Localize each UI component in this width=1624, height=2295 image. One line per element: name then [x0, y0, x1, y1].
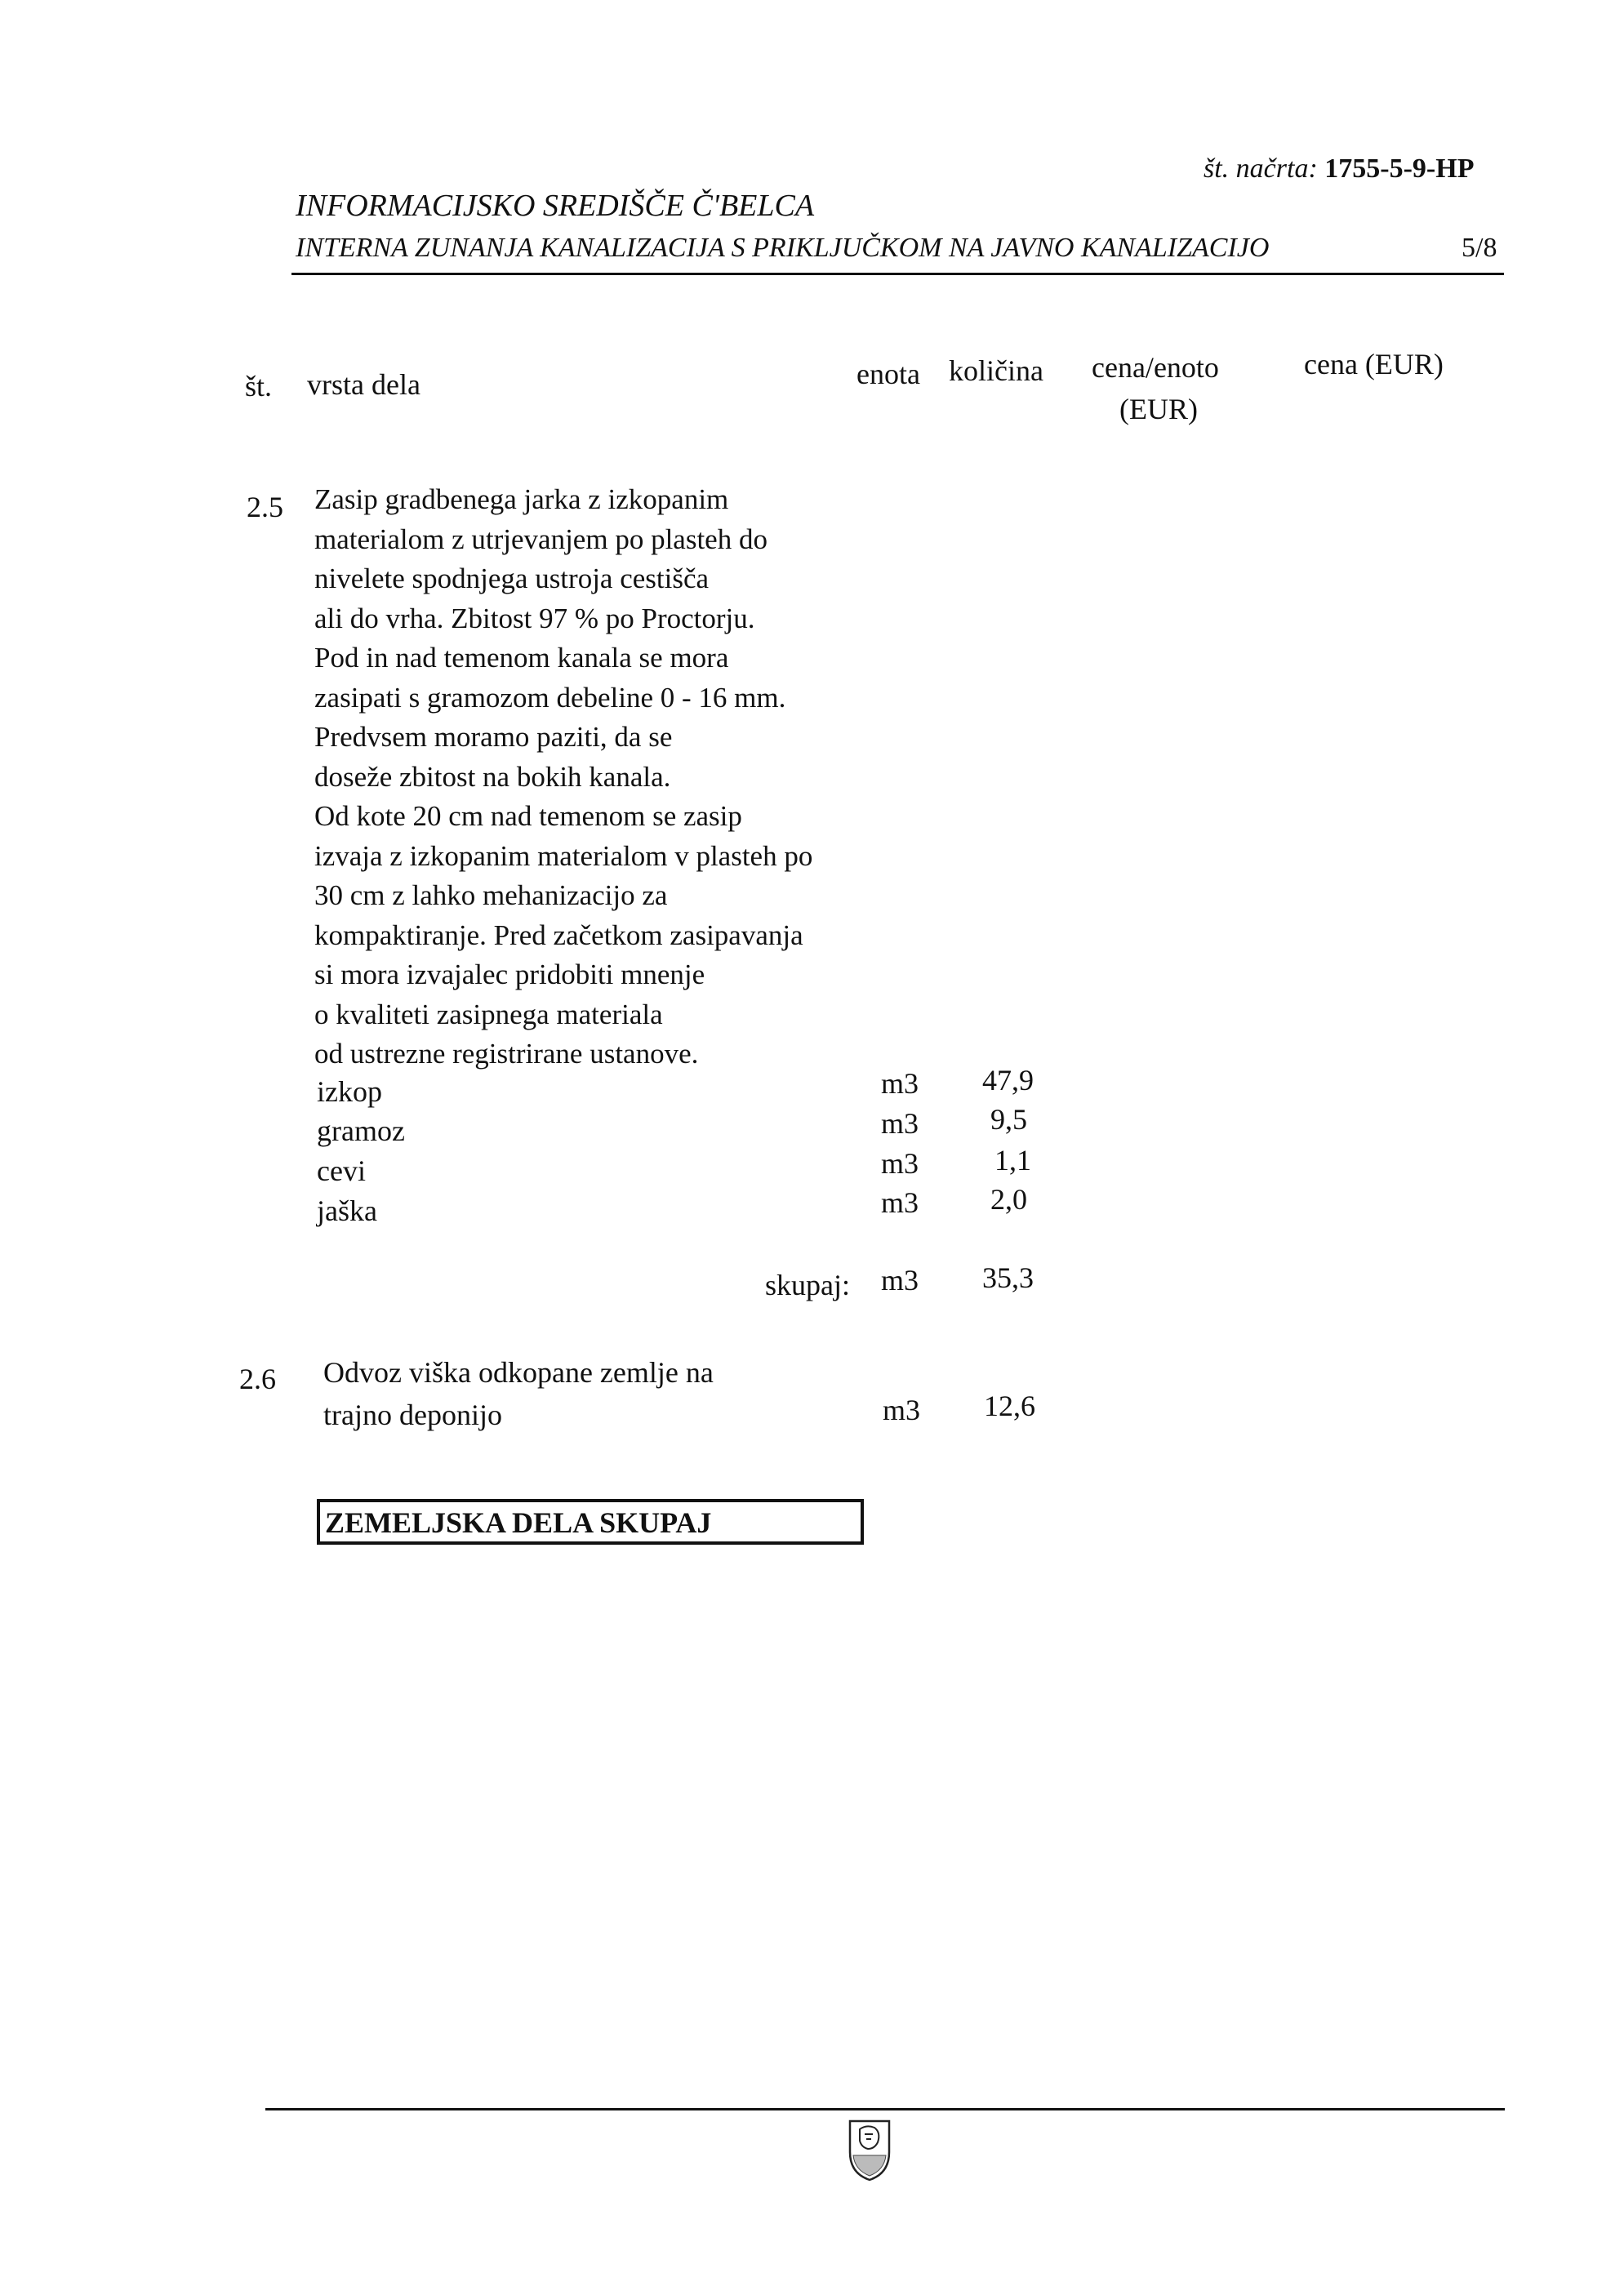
- section-total-label: ZEMELJSKA DELA SKUPAJ: [325, 1506, 712, 1539]
- footer-divider: [265, 2108, 1505, 2110]
- column-header-unit: enota: [856, 358, 920, 390]
- total-quantity: 35,3: [982, 1261, 1034, 1294]
- subitem-quantity: 2,0: [990, 1183, 1027, 1216]
- drawing-number-label: št. načrta:: [1204, 153, 1318, 184]
- seal-icon: [843, 2116, 896, 2183]
- subitem-unit: m3: [881, 1067, 919, 1100]
- column-header-work-type: vrsta dela: [307, 368, 420, 401]
- header-subtitle: INTERNA ZUNANJA KANALIZACIJA S PRIKLJUČKOM NA JAVNO KANALIZACIJO: [296, 233, 1270, 263]
- description-line: Predvsem moramo paziti, da se: [314, 721, 673, 753]
- column-header-unit-price-currency: (EUR): [1119, 393, 1198, 425]
- subitem-quantity: 9,5: [990, 1103, 1027, 1136]
- description-line: ali do vrha. Zbitost 97 % po Proctorju.: [314, 602, 755, 634]
- description-line: materialom z utrjevanjem po plasteh do: [314, 523, 768, 555]
- description-line: trajno deponijo: [323, 1399, 502, 1431]
- subitem-label: jaška: [317, 1194, 377, 1227]
- description-line: o kvaliteti zasipnega materiala: [314, 998, 663, 1030]
- description-line: Od kote 20 cm nad temenom se zasip: [314, 800, 742, 832]
- description-line: izvaja z izkopanim materialom v plasteh po: [314, 839, 813, 872]
- item-number: 2.5: [247, 491, 283, 523]
- drawing-number-value: 1755-5-9-HP: [1324, 153, 1475, 184]
- item-number: 2.6: [239, 1363, 276, 1395]
- description-line: od ustrezne registrirane ustanove.: [314, 1038, 699, 1070]
- description-line: Odvoz viška odkopane zemlje na: [323, 1356, 714, 1389]
- subitem-quantity: 47,9: [982, 1064, 1034, 1096]
- item-unit: m3: [883, 1394, 921, 1426]
- subitem-unit: m3: [881, 1186, 919, 1219]
- item-description: [314, 480, 886, 1074]
- description-line: doseže zbitost na bokih kanala.: [314, 760, 671, 793]
- subitem-unit: m3: [881, 1107, 919, 1140]
- page-number: 5/8: [1462, 233, 1497, 263]
- description-line: zasipati s gramozom debeline 0 - 16 mm.: [314, 681, 786, 714]
- column-header-quantity: količina: [949, 354, 1043, 387]
- description-line: Zasip gradbenega jarka z izkopanim: [314, 483, 729, 515]
- subitem-unit: m3: [881, 1147, 919, 1180]
- header-divider: [291, 273, 1504, 275]
- section-total-box: [317, 1499, 864, 1545]
- column-header-unit-price: cena/enoto: [1092, 351, 1219, 384]
- description-line: kompaktiranje. Pred začetkom zasipavanja: [314, 918, 803, 951]
- total-label: skupaj:: [765, 1269, 850, 1301]
- column-header-price: cena (EUR): [1304, 348, 1444, 380]
- item-quantity: 12,6: [984, 1390, 1035, 1422]
- description-line: Pod in nad temenom kanala se mora: [314, 642, 729, 674]
- header-title: INFORMACIJSKO SREDIŠČE Č'BELCA: [296, 189, 815, 223]
- description-line: 30 cm z lahko mehanizacijo za: [314, 879, 668, 911]
- column-header-num: št.: [245, 370, 273, 403]
- subitem-label: izkop: [317, 1075, 382, 1108]
- subitem-label: gramoz: [317, 1114, 405, 1147]
- drawing-number: [1204, 153, 1474, 185]
- total-unit: m3: [881, 1264, 919, 1296]
- description-line: nivelete spodnjega ustroja cestišča: [314, 563, 710, 594]
- description-line: si mora izvajalec pridobiti mnenje: [314, 958, 705, 990]
- subitem-quantity: 1,1: [994, 1144, 1031, 1176]
- subitem-label: cevi: [317, 1154, 366, 1187]
